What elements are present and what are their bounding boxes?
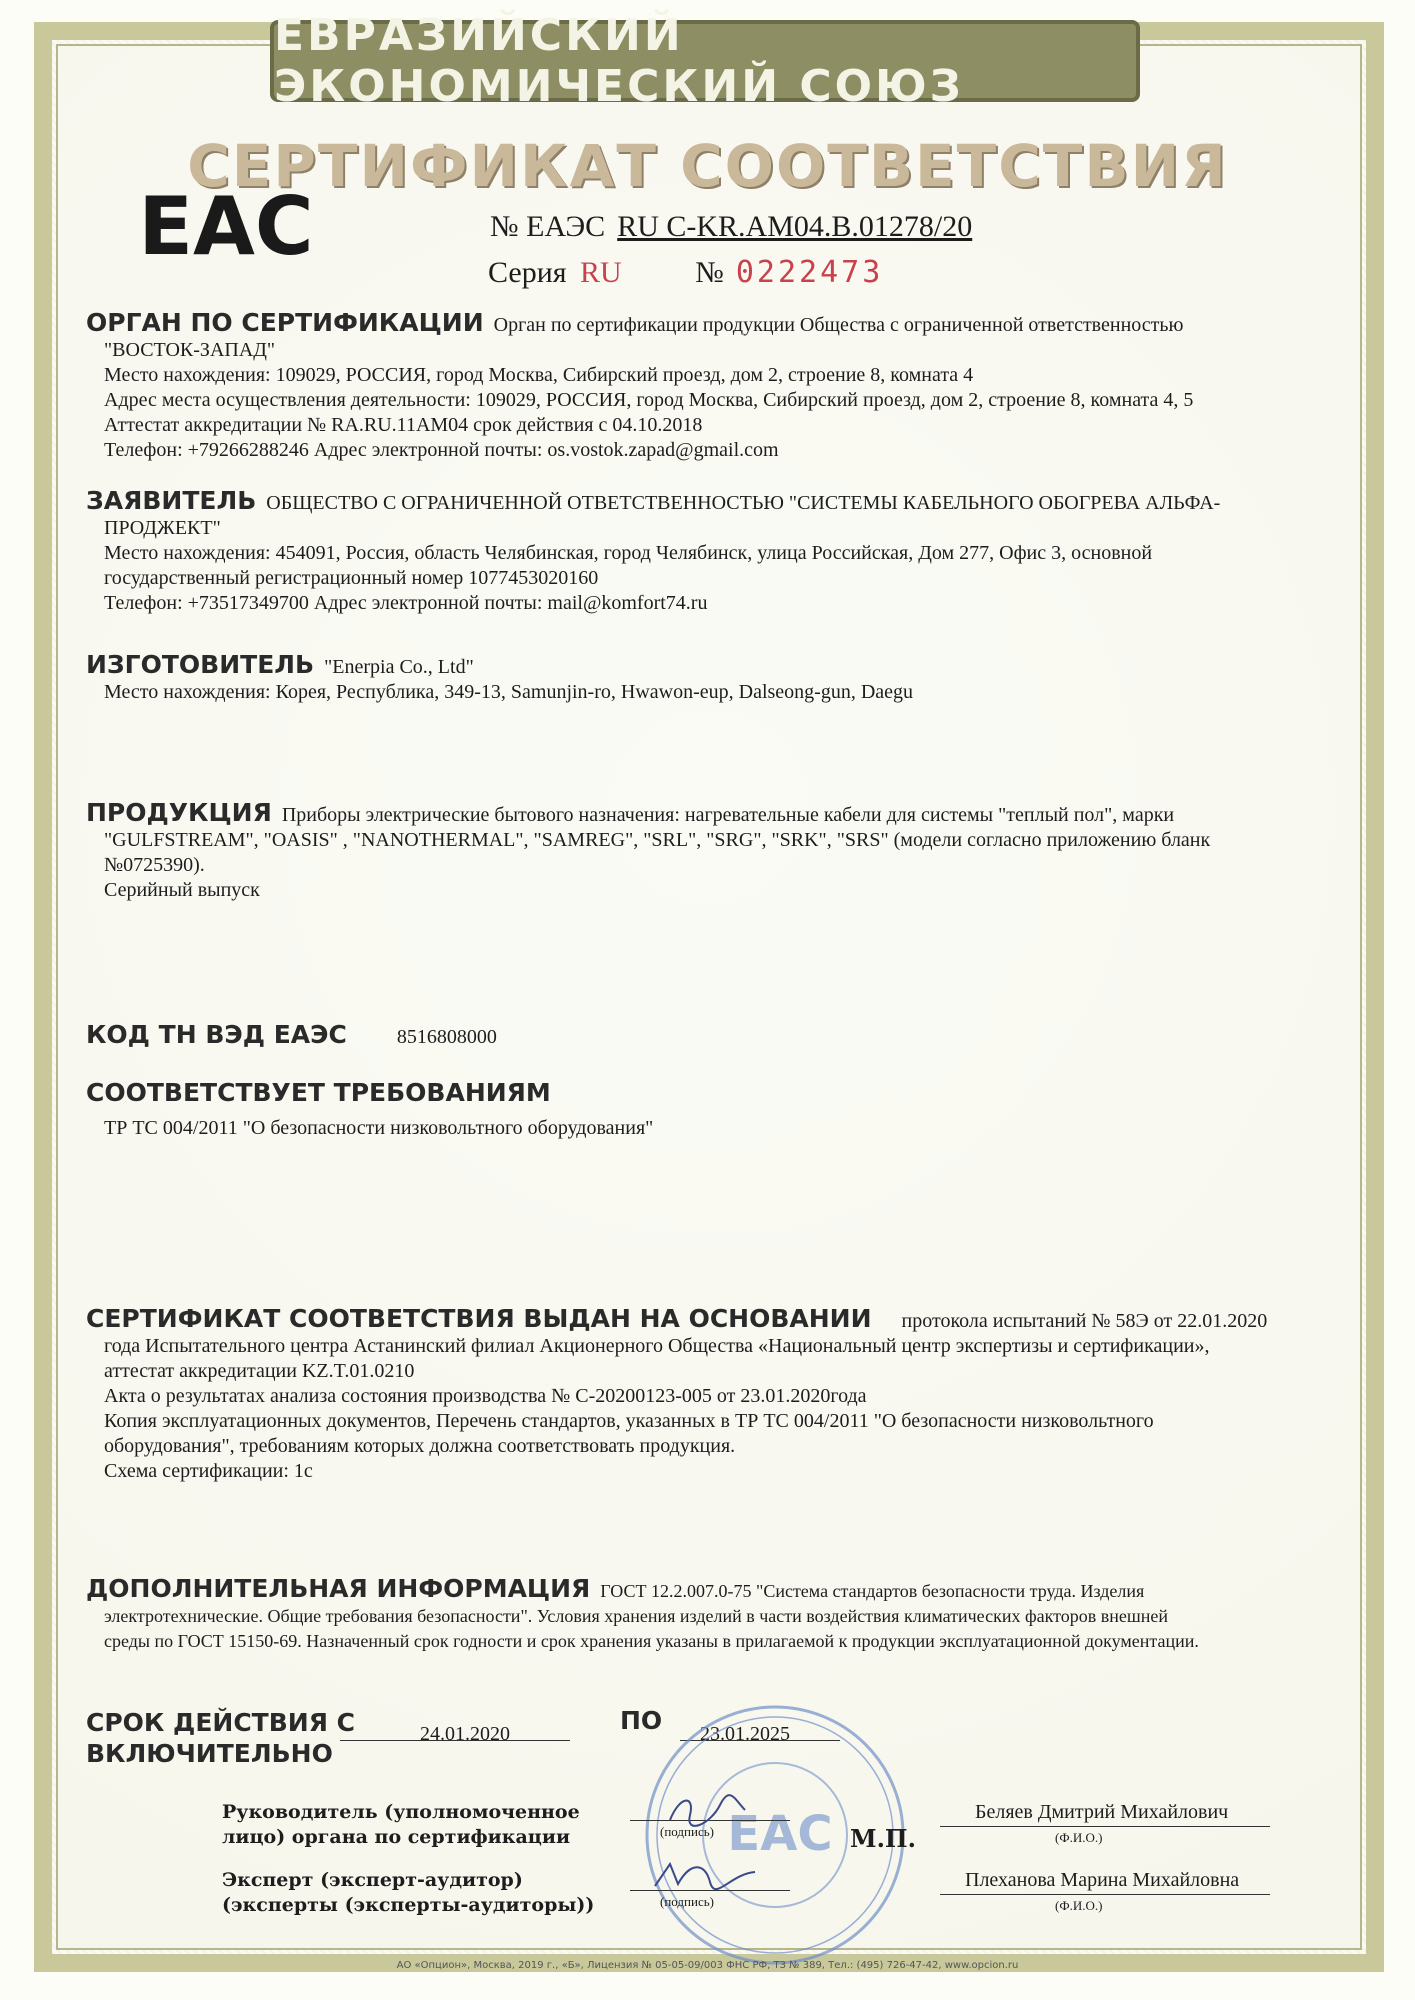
head-label	[222, 1800, 580, 1850]
printer-footer: АО «Опцион», Москва, 2019 г., «Б», Лицензия № 05-05-09/003 ФНС РФ, ТЗ № 389, Тел.: (495) 726-47-42, www.opcion.ru	[396, 1960, 1019, 1971]
applicant-line: ПРОДЖЕКТ"	[104, 517, 221, 539]
head-name-line	[940, 1826, 1270, 1827]
head-label-line: Руководитель (уполномоченное	[222, 1801, 580, 1823]
requirements-heading: СООТВЕТСТВУЕТ ТРЕБОВАНИЯМ	[86, 1078, 551, 1107]
organ-line: Орган по сертификации продукции Общества с ограниченной ответственностью	[493, 314, 1184, 336]
expert-name: Плеханова Марина Михайловна	[965, 1869, 1240, 1891]
expert-fio-caption: (Ф.И.О.)	[1055, 1898, 1103, 1913]
series-line	[488, 255, 883, 290]
stamp-text: EAC	[727, 1806, 833, 1862]
basis-line: Акта о результатах анализа состояния производства № С-20200123-005 от 23.01.2020года	[104, 1385, 867, 1407]
series-value: RU	[580, 256, 622, 289]
basis-line: оборудования", требованиям которых должна соответствовать продукция.	[104, 1435, 736, 1457]
expert-label-line: (эксперты (эксперты-аудиторы))	[222, 1894, 595, 1916]
union-banner	[270, 10, 1140, 112]
number-label: № ЕАЭС	[490, 210, 606, 243]
organ-line: Аттестат аккредитации № RA.RU.11АМ04 срок действия с 04.10.2018	[104, 414, 703, 436]
applicant-heading: ЗАЯВИТЕЛЬ	[86, 486, 257, 515]
organ-line: Телефон: +79266288246 Адрес электронной почты: os.vostok.zapad@gmail.com	[104, 439, 779, 461]
blank-label: №	[695, 256, 724, 289]
basis-section	[86, 1306, 1316, 1484]
applicant-line: государственный регистрационный номер 1077453020160	[104, 567, 599, 589]
basis-line: Копия эксплуатационных документов, Перечень стандартов, указанных в ТР ТС 004/2011 "О безопасности низковольтного	[104, 1410, 1154, 1432]
blank-number: 0222473	[735, 255, 884, 290]
head-signature-icon	[660, 1790, 750, 1830]
product-line: №0725390).	[104, 854, 205, 876]
product-section	[86, 800, 1306, 903]
expert-sign-caption: (подпись)	[660, 1894, 714, 1909]
product-line: "GULFSTREAM", "OASIS" , "NANOTHERMAL", "SAMREG", "SRL", "SRG", "SRK", "SRS" (модели согласно приложению бланк	[104, 829, 1211, 851]
basis-line: года Испытательного центра Астанинский филиал Акционерного Общества «Национальный центр экспертизы и сертификации»,	[104, 1335, 1210, 1357]
tn-ved-heading: КОД ТН ВЭД ЕАЭС	[86, 1020, 347, 1049]
expert-name-line	[940, 1894, 1270, 1895]
validity-section	[86, 1710, 365, 1766]
tn-ved-section	[86, 1022, 1306, 1050]
head-sign-caption: (подпись)	[660, 1824, 714, 1839]
mp-label: М.П.	[850, 1824, 916, 1853]
validity-inclusive-label: ВКЛЮЧИТЕЛЬНО	[86, 1739, 333, 1768]
organ-section	[86, 310, 1306, 463]
additional-line: среды по ГОСТ 15150-69. Назначенный срок годности и срок хранения указаны в прилагаемой к продукции эксплуатационной документации.	[104, 1631, 1199, 1651]
manufacturer-line: "Enerpia Co., Ltd"	[324, 656, 474, 678]
additional-line: электротехнические. Общие требования безопасности". Условия хранения изделий в части воздействия климатических факторов внешней	[104, 1606, 1168, 1626]
applicant-line: ОБЩЕСТВО С ОГРАНИЧЕННОЙ ОТВЕТСТВЕННОСТЬЮ "СИСТЕМЫ КАБЕЛЬНОГО ОБОГРЕВА АЛЬФА-	[266, 492, 1221, 514]
basis-line: аттестат аккредитации KZ.T.01.0210	[104, 1360, 415, 1382]
additional-heading: ДОПОЛНИТЕЛЬНАЯ ИНФОРМАЦИЯ	[86, 1574, 591, 1603]
series-label: Серия	[488, 256, 567, 289]
organ-heading: ОРГАН ПО СЕРТИФИКАЦИИ	[86, 308, 484, 337]
number-value: RU C-KR.АМ04.В.01278/20	[617, 210, 973, 243]
basis-line: Схема сертификации: 1с	[104, 1460, 313, 1482]
manufacturer-heading: ИЗГОТОВИТЕЛЬ	[86, 650, 315, 679]
requirements-line: ТР ТС 004/2011 "О безопасности низковольтного оборудования"	[104, 1117, 654, 1139]
validity-from-label: СРОК ДЕЙСТВИЯ С	[86, 1708, 356, 1737]
expert-signature-icon	[650, 1854, 760, 1894]
additional-line: ГОСТ 12.2.007.0-75 "Система стандартов безопасности труда. Изделия	[600, 1581, 1145, 1601]
certificate-title: СЕРТИФИКАТ СООТВЕТСТВИЯ	[187, 132, 1228, 200]
manufacturer-section	[86, 652, 1306, 705]
product-heading: ПРОДУКЦИЯ	[86, 798, 272, 827]
organ-line: "ВОСТОК-ЗАПАД"	[104, 339, 276, 361]
expert-label-line: Эксперт (эксперт-аудитор)	[222, 1869, 523, 1891]
to-date: 23.01.2025	[700, 1723, 790, 1745]
union-banner-text: ЕВРАЗИЙСКИЙ ЭКОНОМИЧЕСКИЙ СОЮЗ	[274, 10, 964, 112]
validity-to-label: ПО	[620, 1706, 663, 1735]
applicant-line: Телефон: +73517349700 Адрес электронной почты: mail@komfort74.ru	[104, 592, 708, 614]
requirements-section	[86, 1080, 1306, 1141]
tn-ved-value: 8516808000	[396, 1026, 497, 1048]
from-date: 24.01.2020	[420, 1723, 510, 1745]
eac-logo-text: EAC	[138, 180, 314, 273]
applicant-line: Место нахождения: 454091, Россия, область Челябинская, город Челябинск, улица Российская, Дом 277, Офис 3, основной	[104, 542, 1153, 564]
product-line: Приборы электрические бытового назначения: нагревательные кабели для системы "теплый пол", марки	[281, 804, 1175, 826]
eac-logo-icon	[138, 170, 314, 273]
organ-line: Адрес места осуществления деятельности: 109029, РОССИЯ, город Москва, Сибирский проезд, дом 2, строение 8, комната 4, 5	[104, 389, 1194, 411]
head-fio-caption: (Ф.И.О.)	[1055, 1830, 1103, 1845]
head-name: Беляев Дмитрий Михайлович	[975, 1801, 1229, 1823]
product-line: Серийный выпуск	[104, 879, 260, 901]
basis-heading: СЕРТИФИКАТ СООТВЕТСТВИЯ ВЫДАН НА ОСНОВАНИИ	[86, 1304, 872, 1333]
manufacturer-line: Место нахождения: Корея, Республика, 349-13, Samunjin-ro, Hwawon-eup, Dalseong-gun, Daegu	[104, 681, 914, 703]
additional-section	[86, 1576, 1326, 1654]
head-label-line: лицо) органа по сертификации	[222, 1826, 571, 1848]
certificate-number	[490, 210, 972, 244]
basis-line: протокола испытаний № 58Э от 22.01.2020	[901, 1310, 1268, 1332]
expert-label	[222, 1868, 594, 1918]
applicant-section	[86, 488, 1306, 616]
organ-line: Место нахождения: 109029, РОССИЯ, город Москва, Сибирский проезд, дом 2, строение 8, комната 4	[104, 364, 974, 386]
